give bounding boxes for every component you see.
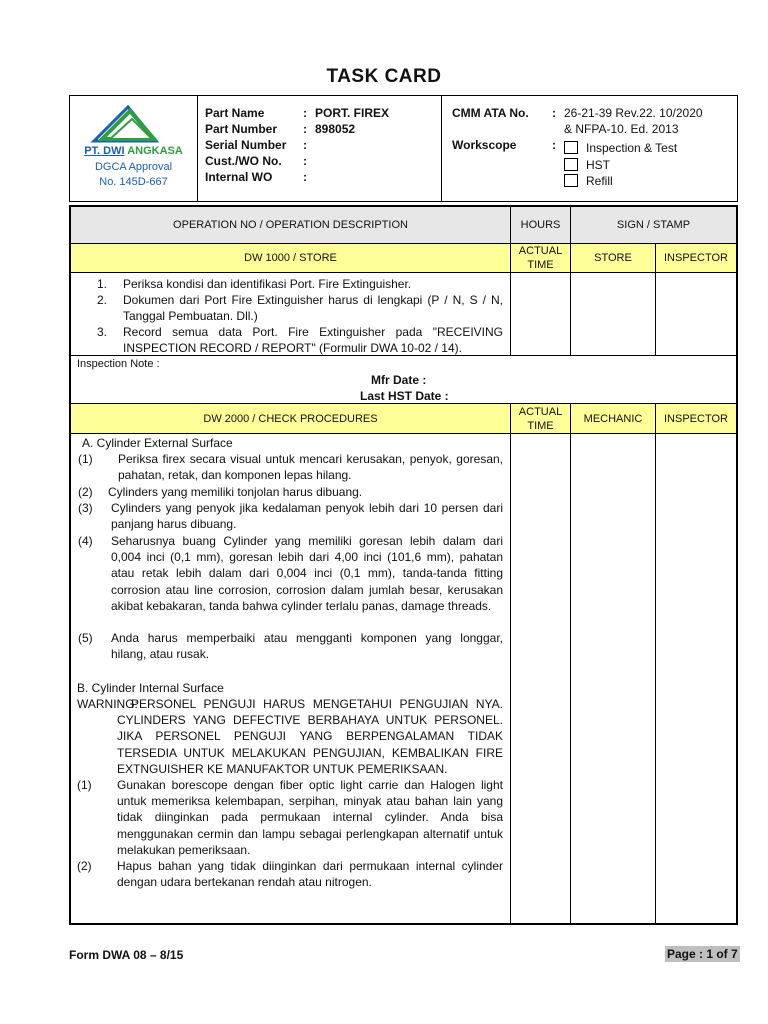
dgca-approval-line2: No. 145D-667 xyxy=(99,176,168,188)
warning-block xyxy=(77,696,503,777)
list-item: 2. Dokumen dari Port Fire Extinguisher harus di lengkapi (P / N, S / N, Tanggal Pembuatan. Dll.) xyxy=(97,293,503,324)
page-indicator: Page : 1 of 7 xyxy=(667,947,738,961)
workscope-label: Workscope xyxy=(452,138,517,152)
list-item: (3) Cylinders yang penyok jika kedalaman penyok lebih dari 10 persen dari panjang harus dibuang. xyxy=(78,501,503,532)
list-item: (2) Hapus bahan yang tidak diinginkan dari permukaan internal cylinder dengan udara bertekanan rendah atau nitrogen. xyxy=(77,859,503,890)
part-b-title: B. Cylinder Internal Surface xyxy=(77,681,224,695)
section-dw1000-inspector: INSPECTOR xyxy=(656,244,736,272)
cmm-value-line1: 26-21-39 Rev.22. 10/2020 xyxy=(564,106,703,120)
col-header-sign: SIGN / STAMP xyxy=(571,207,736,243)
company-name-pt: PT. DWI xyxy=(84,145,125,157)
header-divider xyxy=(197,96,198,201)
workscope-option-hst[interactable]: HST xyxy=(564,158,610,173)
header-box: PT. DWI ANGKASA DGCA Approval No. 145D-667 Part Name : PORT. FIREX Part Number : 898052 Serial Number : Cust./WO No. : Internal WO : CMM ATA No. : 26-21-39 Rev.22. 10/2020 & NFPA-10. Ed. 2013 Workscope : Inspection & Test HST Refill xyxy=(69,95,738,202)
list-item: (4) Seharusnya buang Cylinder yang memiliki goresan lebih dalam dari 0,004 inci (0,1 mm), goresan lebih dari 4,00 inci (101,6 mm), pahatan atau retak lebih dalam dari 0,004 inci (0,1 mm), tanda-tanda fitting corrosion atau line corrosion, corrosion dalam jumlah besar, kerusakan akibat kebakaran, tanda bahwa cylinder terlalu panas, damage threads. xyxy=(78,534,503,613)
company-logo-block xyxy=(70,96,197,201)
section-dw2000-title: DW 2000 / CHECK PROCEDURES xyxy=(71,404,510,433)
part-number-value: 898052 xyxy=(315,122,356,136)
col-header-hours: HOURS xyxy=(511,207,570,243)
checkbox[interactable] xyxy=(564,174,578,187)
header-divider xyxy=(441,96,442,201)
company-name xyxy=(70,144,197,158)
document-title: TASK CARD xyxy=(326,66,442,87)
wo-number-row: Cust./WO No. : xyxy=(205,154,307,168)
internal-wo-row: Internal WO : xyxy=(205,170,307,184)
list-item: (1) Periksa firex secara visual untuk mencari kerusakan, penyok, goresan, pahatan, retak, dan komponen lepas hilang. xyxy=(78,452,503,483)
list-item: (5) Anda harus memperbaiki atau mengganti komponen yang longgar, hilang, atau rusak. xyxy=(78,631,503,662)
col-header-operation: OPERATION NO / OPERATION DESCRIPTION xyxy=(71,207,510,243)
part-name-row: Part Name : PORT. FIREX xyxy=(205,106,390,120)
section-dw1000-actual-time: ACTUAL TIME xyxy=(511,244,570,272)
checkbox[interactable] xyxy=(564,158,578,171)
mfr-date-label: Mfr Date : xyxy=(371,373,427,387)
section-dw1000-title: DW 1000 / STORE xyxy=(71,244,510,272)
cmm-label: CMM ATA No. xyxy=(452,106,529,120)
list-item: 3. Record semua data Port. Fire Extinguisher pada "RECEIVING INSPECTION RECORD / REPORT" (Formulir DWA 10-02 / 14). xyxy=(97,325,503,356)
workscope-option-inspection[interactable]: Inspection & Test xyxy=(564,141,677,156)
dgca-approval-line1: DGCA Approval xyxy=(94,161,173,173)
workscope-option-refill[interactable]: Refill xyxy=(564,174,613,189)
warning-label: WARNING: xyxy=(77,697,138,711)
list-item: 1. Periksa kondisi dan identifikasi Port. Fire Extinguisher. xyxy=(97,277,412,291)
section-dw1000-store: STORE xyxy=(571,244,655,272)
list-item: (2) Cylinders yang memiliki tonjolan harus dibuang. xyxy=(78,485,363,499)
part-a-title: A. Cylinder External Surface xyxy=(82,436,233,450)
list-item: (1) Gunakan borescope dengan fiber optic light carrie dan Halogen light untuk memeriksa kelembapan, serpihan, minyak atau bahan lain yang tidak diinginkan pada permukaan internal cylinder. Anda bisa menggunakan cermin dan lampu sebagai perlengkapan alternatif untuk melakukan pemeriksaan. xyxy=(77,778,503,857)
cmm-value-line2: & NFPA-10. Ed. 2013 xyxy=(564,122,679,136)
part-name-value: PORT. FIREX xyxy=(315,106,390,120)
serial-number-row: Serial Number : xyxy=(205,138,307,152)
company-name-angkasa: ANGKASA xyxy=(127,145,183,157)
dgca-approval xyxy=(70,160,197,190)
part-number-row: Part Number : 898052 xyxy=(205,122,356,136)
part-info xyxy=(205,105,389,185)
checkbox[interactable] xyxy=(564,141,578,154)
inspection-note-label: Inspection Note : xyxy=(77,358,160,370)
form-number: Form DWA 08 – 8/15 xyxy=(69,948,184,962)
section-dw2000-actual-time: ACTUAL TIME xyxy=(511,404,570,433)
operations-table xyxy=(69,205,738,925)
section-dw2000-inspector: INSPECTOR xyxy=(656,404,736,433)
section-dw2000-mechanic: MECHANIC xyxy=(571,404,655,433)
company-logo-icon xyxy=(90,103,176,145)
last-hst-date-label: Last HST Date : xyxy=(360,389,449,403)
warning-text: PERSONEL PENGUJI HARUS MENGETAHUI PENGUJIAN NYA. CYLINDERS YANG DEFECTIVE BERBAHAYA UNTUK PERSONEL. JIKA PERSONEL PENGUJI YANG BERPENGALAMAN TIDAK TERSEDIA UNTUK MELAKUKAN PENGUJIAN, KEMBALIKAN FIRE EXTNGUISHER KE MANUFAKTOR UNTUK PEMERIKSAAN. xyxy=(117,697,503,776)
